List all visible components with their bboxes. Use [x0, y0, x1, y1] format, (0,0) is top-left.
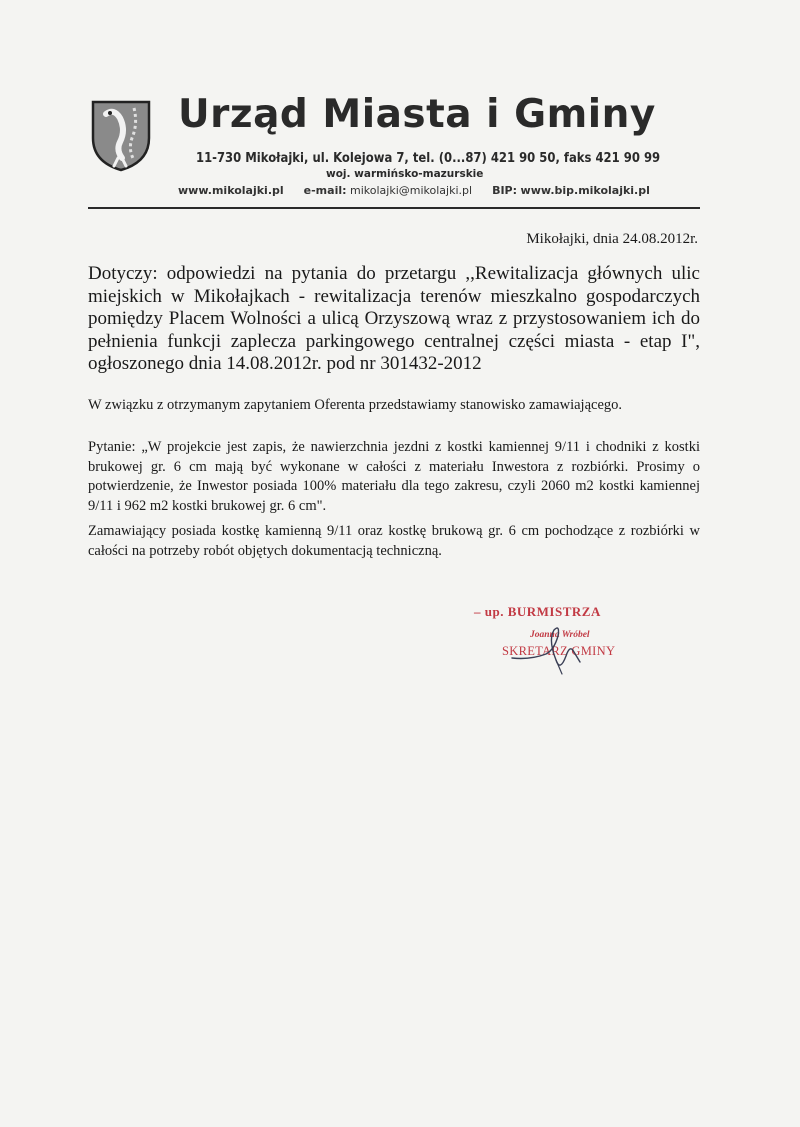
- letter-subject: Dotyczy: odpowiedzi na pytania do przetargu ,,Rewitalizacja głównych ulic miejskich w Mikołajkach - rewitalizacja terenów mieszkalno gospodarczych pomiędzy Placem Wolności a ulicą Orzyszową wraz z przystosowaniem ich do pełnienia funkcji zaplecza parkingowego centralnej części miasta - etap I", ogłoszonego dnia 14.08.2012r. pod nr 301432-2012: [88, 263, 700, 374]
- question-paragraph: Pytanie: „W projekcie jest zapis, że nawierzchnia jezdni z kostki kamiennej 9/11 i chodniki z kostki brukowej gr. 6 cm mają być wykonane w całości z materiału Inwestora z rozbiórki. Prosimy o potwierdzenie, że Inwestor posiada 100% materiału dla tego zakresu, czyli 2060 m2 kostki kamiennej 9/11 i 962 m2 kostki brukowej gr. 6 cm".: [88, 439, 700, 514]
- bip-text: www.bip.mikolajki.pl: [520, 184, 650, 197]
- email-text: mikolajki@mikolajki.pl: [350, 184, 473, 197]
- bip-label: BIP:: [492, 184, 518, 197]
- institution-region: woj. warmińsko-mazurskie: [326, 168, 484, 180]
- handwritten-signature: [510, 616, 620, 676]
- intro-paragraph: W związku z otrzymanym zapytaniem Oferenta przedstawiamy stanowisko zamawiającego.: [88, 397, 623, 413]
- contact-line: [178, 184, 650, 197]
- letterhead-divider: [88, 207, 700, 209]
- website-text: www.mikolajki.pl: [178, 184, 284, 197]
- stamp-line-3: SKRETARZ GMINY: [502, 644, 616, 658]
- institution-address: 11-730 Mikołajki, ul. Kolejowa 7, tel. (0...87) 421 90 50, faks 421 90 99: [196, 150, 661, 166]
- email-label: e-mail:: [303, 184, 347, 197]
- stamp-line-1: – up. BURMISTRZA: [474, 604, 601, 619]
- stamp-name: Joanna Wróbel: [530, 630, 590, 640]
- official-stamp: [470, 598, 650, 668]
- letter-date: Mikołajki, dnia 24.08.2012r.: [526, 231, 698, 247]
- answer-paragraph: Zamawiający posiada kostkę kamienną 9/11 oraz kostkę brukową gr. 6 cm pochodzące z rozbiórki w całości na potrzeby robót objętych dokumentacją techniczną.: [88, 523, 700, 559]
- institution-title: Urząd Miasta i Gminy: [178, 92, 656, 137]
- fish-crest-icon: [90, 98, 152, 172]
